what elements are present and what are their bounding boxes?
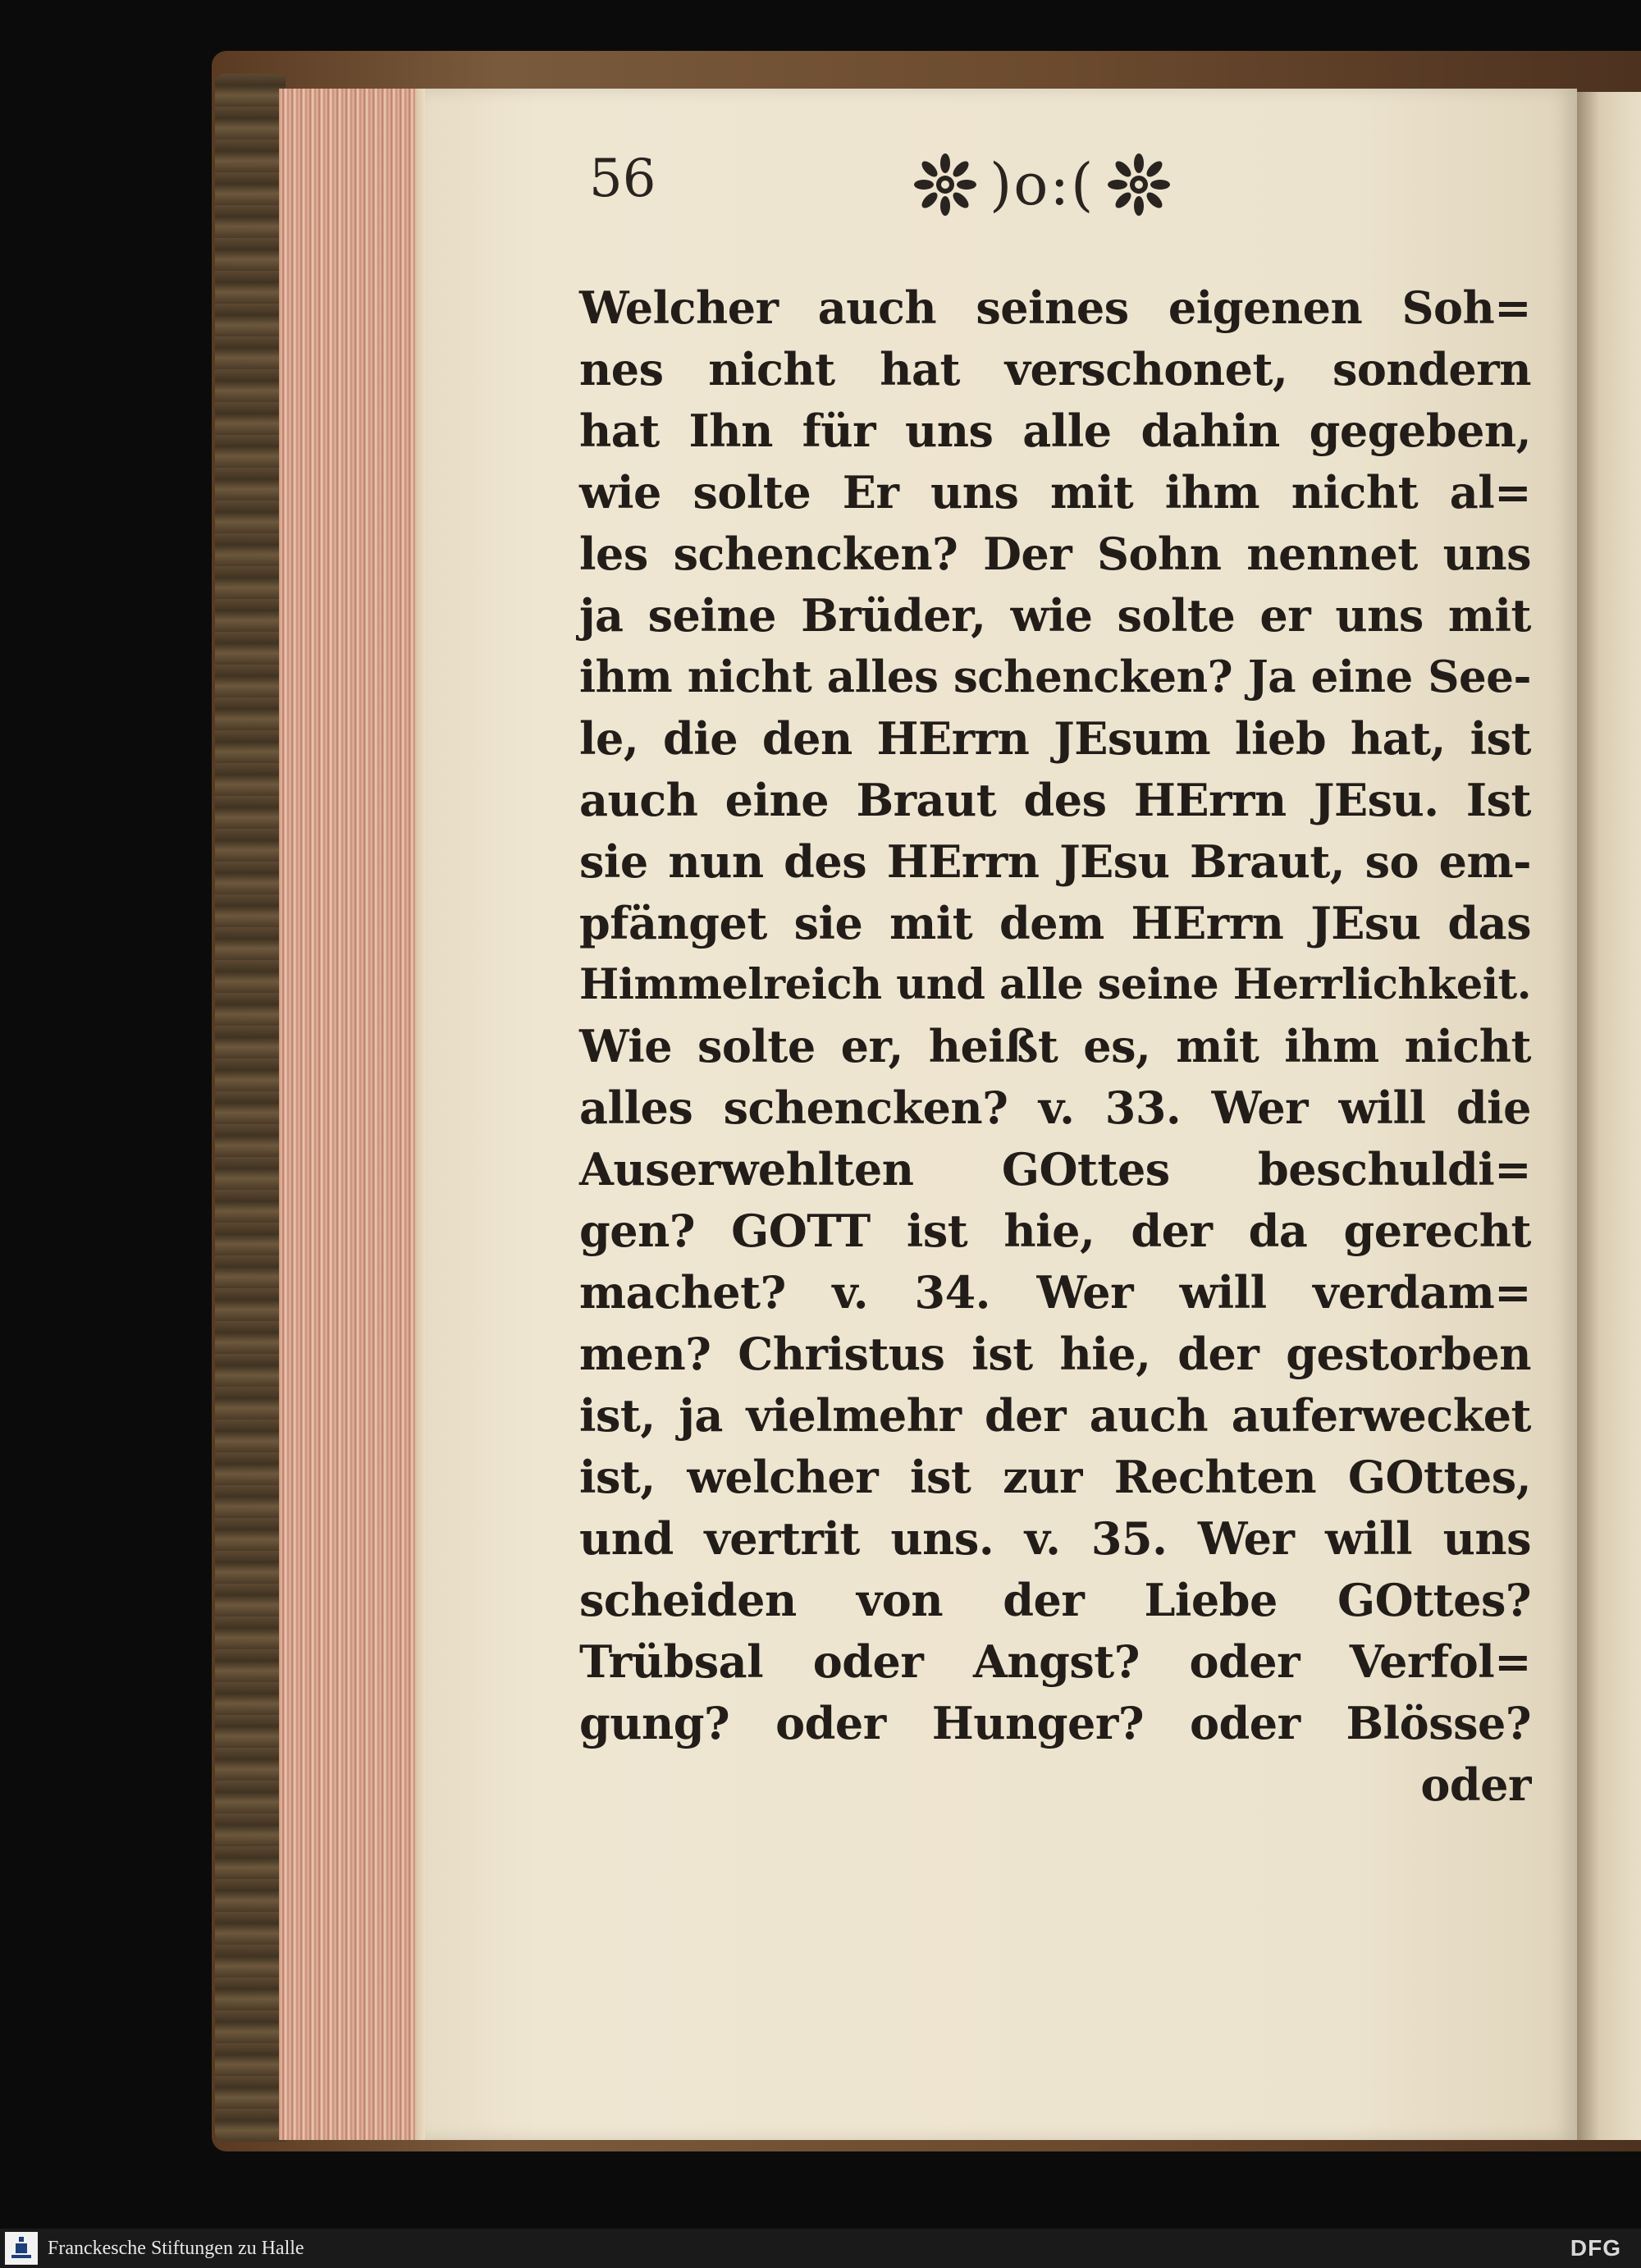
text-line: scheiden von der Liebe GOttes? [579,1574,1531,1626]
text-line: hat Ihn für uns alle dahin gegeben, [579,405,1531,457]
library-credit: Franckesche Stiftungen zu Halle [48,2238,304,2259]
text-line: Auserwehlten GOttes beschuldi= [579,1143,1531,1196]
library-logo-icon [5,2232,38,2265]
text-line: ist, ja vielmehr der auch auferwecket [579,1389,1531,1442]
text-line: wie solte Er uns mit ihm nicht al= [579,466,1531,519]
text-line: machet? v. 34. Wer will verdam= [579,1266,1531,1319]
text-line: Himmelreich und alle seine Herrlichkeit. [579,960,1531,1009]
text-line: gen? GOTT ist hie, der da gerecht [579,1205,1531,1257]
catchword: oder [1420,1758,1531,1811]
text-line: und vertrit uns. v. 35. Wer will uns [579,1512,1531,1565]
text-line: Welcher auch seines eigenen Soh= [579,281,1531,334]
header-ornament [912,148,1172,222]
rosette-ornament-icon [912,152,978,217]
text-line: le, die den HErrn JEsum lieb hat, ist [579,712,1531,765]
text-line: men? Christus ist hie, der gestorben [579,1328,1531,1380]
text-line: ihm nicht alles schencken? Ja eine See- [579,652,1531,702]
body-text [579,277,1531,1816]
page-edges [279,89,427,2140]
rosette-ornament-icon [1106,152,1172,217]
text-line: auch eine Braut des HErrn JEsu. Ist [579,774,1531,826]
text-line: Wie solte er, heißt es, mit ihm nicht [579,1020,1531,1072]
text-line: ja seine Brüder, wie solte er uns mit [579,589,1531,642]
header-ornament-text: )o:( [990,151,1095,218]
text-line: sie nun des HErrn JEsu Braut, so em- [579,835,1531,888]
book-spine [215,74,286,2142]
text-line: Trübsal oder Angst? oder Verfol= [579,1635,1531,1688]
facing-page-edge [1577,92,1641,2140]
text-line: pfänget sie mit dem HErrn JEsu das [579,897,1531,949]
text-line: les schencken? Der Sohn nennet uns [579,528,1531,580]
text-line: alles schencken? v. 33. Wer will die [579,1081,1531,1134]
text-line: gung? oder Hunger? oder Blösse? [579,1697,1531,1749]
text-line: ist, welcher ist zur Rechten GOttes, [579,1451,1531,1503]
text-line: nes nicht hat verschonet, sondern [579,343,1531,396]
page-number: 56 [589,149,656,209]
dfg-logo: DFG [1570,2235,1621,2261]
